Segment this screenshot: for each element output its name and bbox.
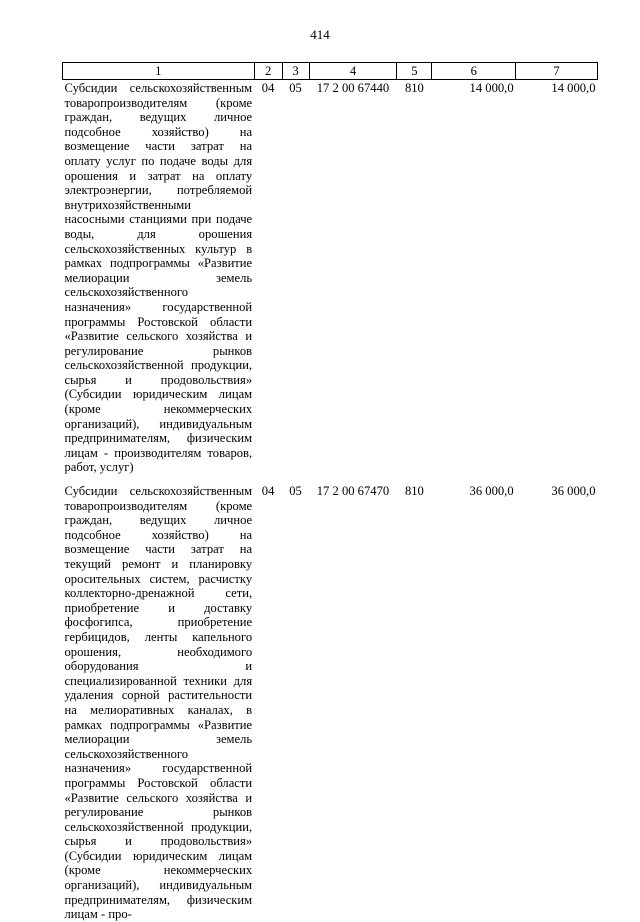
section-code: 04	[261, 484, 275, 499]
target-article-code: 17 2 00 67470	[316, 484, 390, 499]
section-code: 04	[261, 81, 275, 95]
column-header: 2	[254, 63, 282, 80]
column-header: 4	[309, 63, 397, 80]
expense-type-code: 810	[404, 81, 424, 95]
header-row	[63, 63, 598, 80]
table-row	[63, 484, 598, 922]
column-header: 1	[63, 63, 255, 80]
row-description: Субсидии сельскохозяйственным товаропроизводителям (кроме граждан, ведущих личное подсобное хозяйство) на возмещение части затрат на текущий ремонт и планировку оросительных систем, расчистку коллекторно-дренажной сети, приобретение и доставку фосфогипса, приобретение гербицидов, ленты капельного орошения, необходимого оборудования и специализированной техники для удаления сорной растительности на мелиоративных каналах, в рамках подпрограммы «Развитие мелиорации земель сельскохозяйственного назначения» государственной программы Ростовской области «Развитие сельского хозяйства и регулирование рынков сельскохозяйственной продукции, сырья и продовольствия» (Субсидии юридическим лицам (кроме некоммерческих организаций), индивидуальным предпринимателям, физическим лицам - про-	[64, 484, 253, 922]
amount-col7: 14 000,0	[551, 81, 596, 95]
budget-table	[62, 62, 598, 922]
table-row	[63, 80, 598, 485]
amount-col6: 36 000,0	[469, 484, 514, 499]
amount-col7: 36 000,0	[551, 484, 596, 499]
column-header: 3	[282, 63, 309, 80]
subsection-code: 05	[289, 81, 302, 95]
target-article-code: 17 2 00 67440	[316, 81, 390, 95]
column-header: 5	[397, 63, 432, 80]
page-number: 414	[310, 27, 330, 42]
column-header: 7	[516, 63, 598, 80]
row-description: Субсидии сельскохозяйственным товаропроизводителям (кроме граждан, ведущих личное подсобное хозяйство) на возмещение части затрат на оплату услуг по подаче воды для орошения и затрат на оплату электроэнергии, потребляемой внутрихозяйственными насосными станциями при подаче воды, для орошения сельскохозяйственных культур в рамках подпрограммы «Развитие мелиорации земель сельскохозяйственного назначения» государственной программы Ростовской области «Развитие сельского хозяйства и регулирование рынков сельскохозяйственной продукции, сырья и продовольствия» (Субсидии юридическим лицам (кроме некоммерческих организаций), индивидуальным предпринимателям, физическим лицам - производителям товаров, работ, услуг)	[64, 81, 253, 475]
amount-col6: 14 000,0	[469, 81, 514, 95]
subsection-code: 05	[289, 484, 302, 499]
column-header: 6	[432, 63, 516, 80]
expense-type-code: 810	[404, 484, 424, 499]
